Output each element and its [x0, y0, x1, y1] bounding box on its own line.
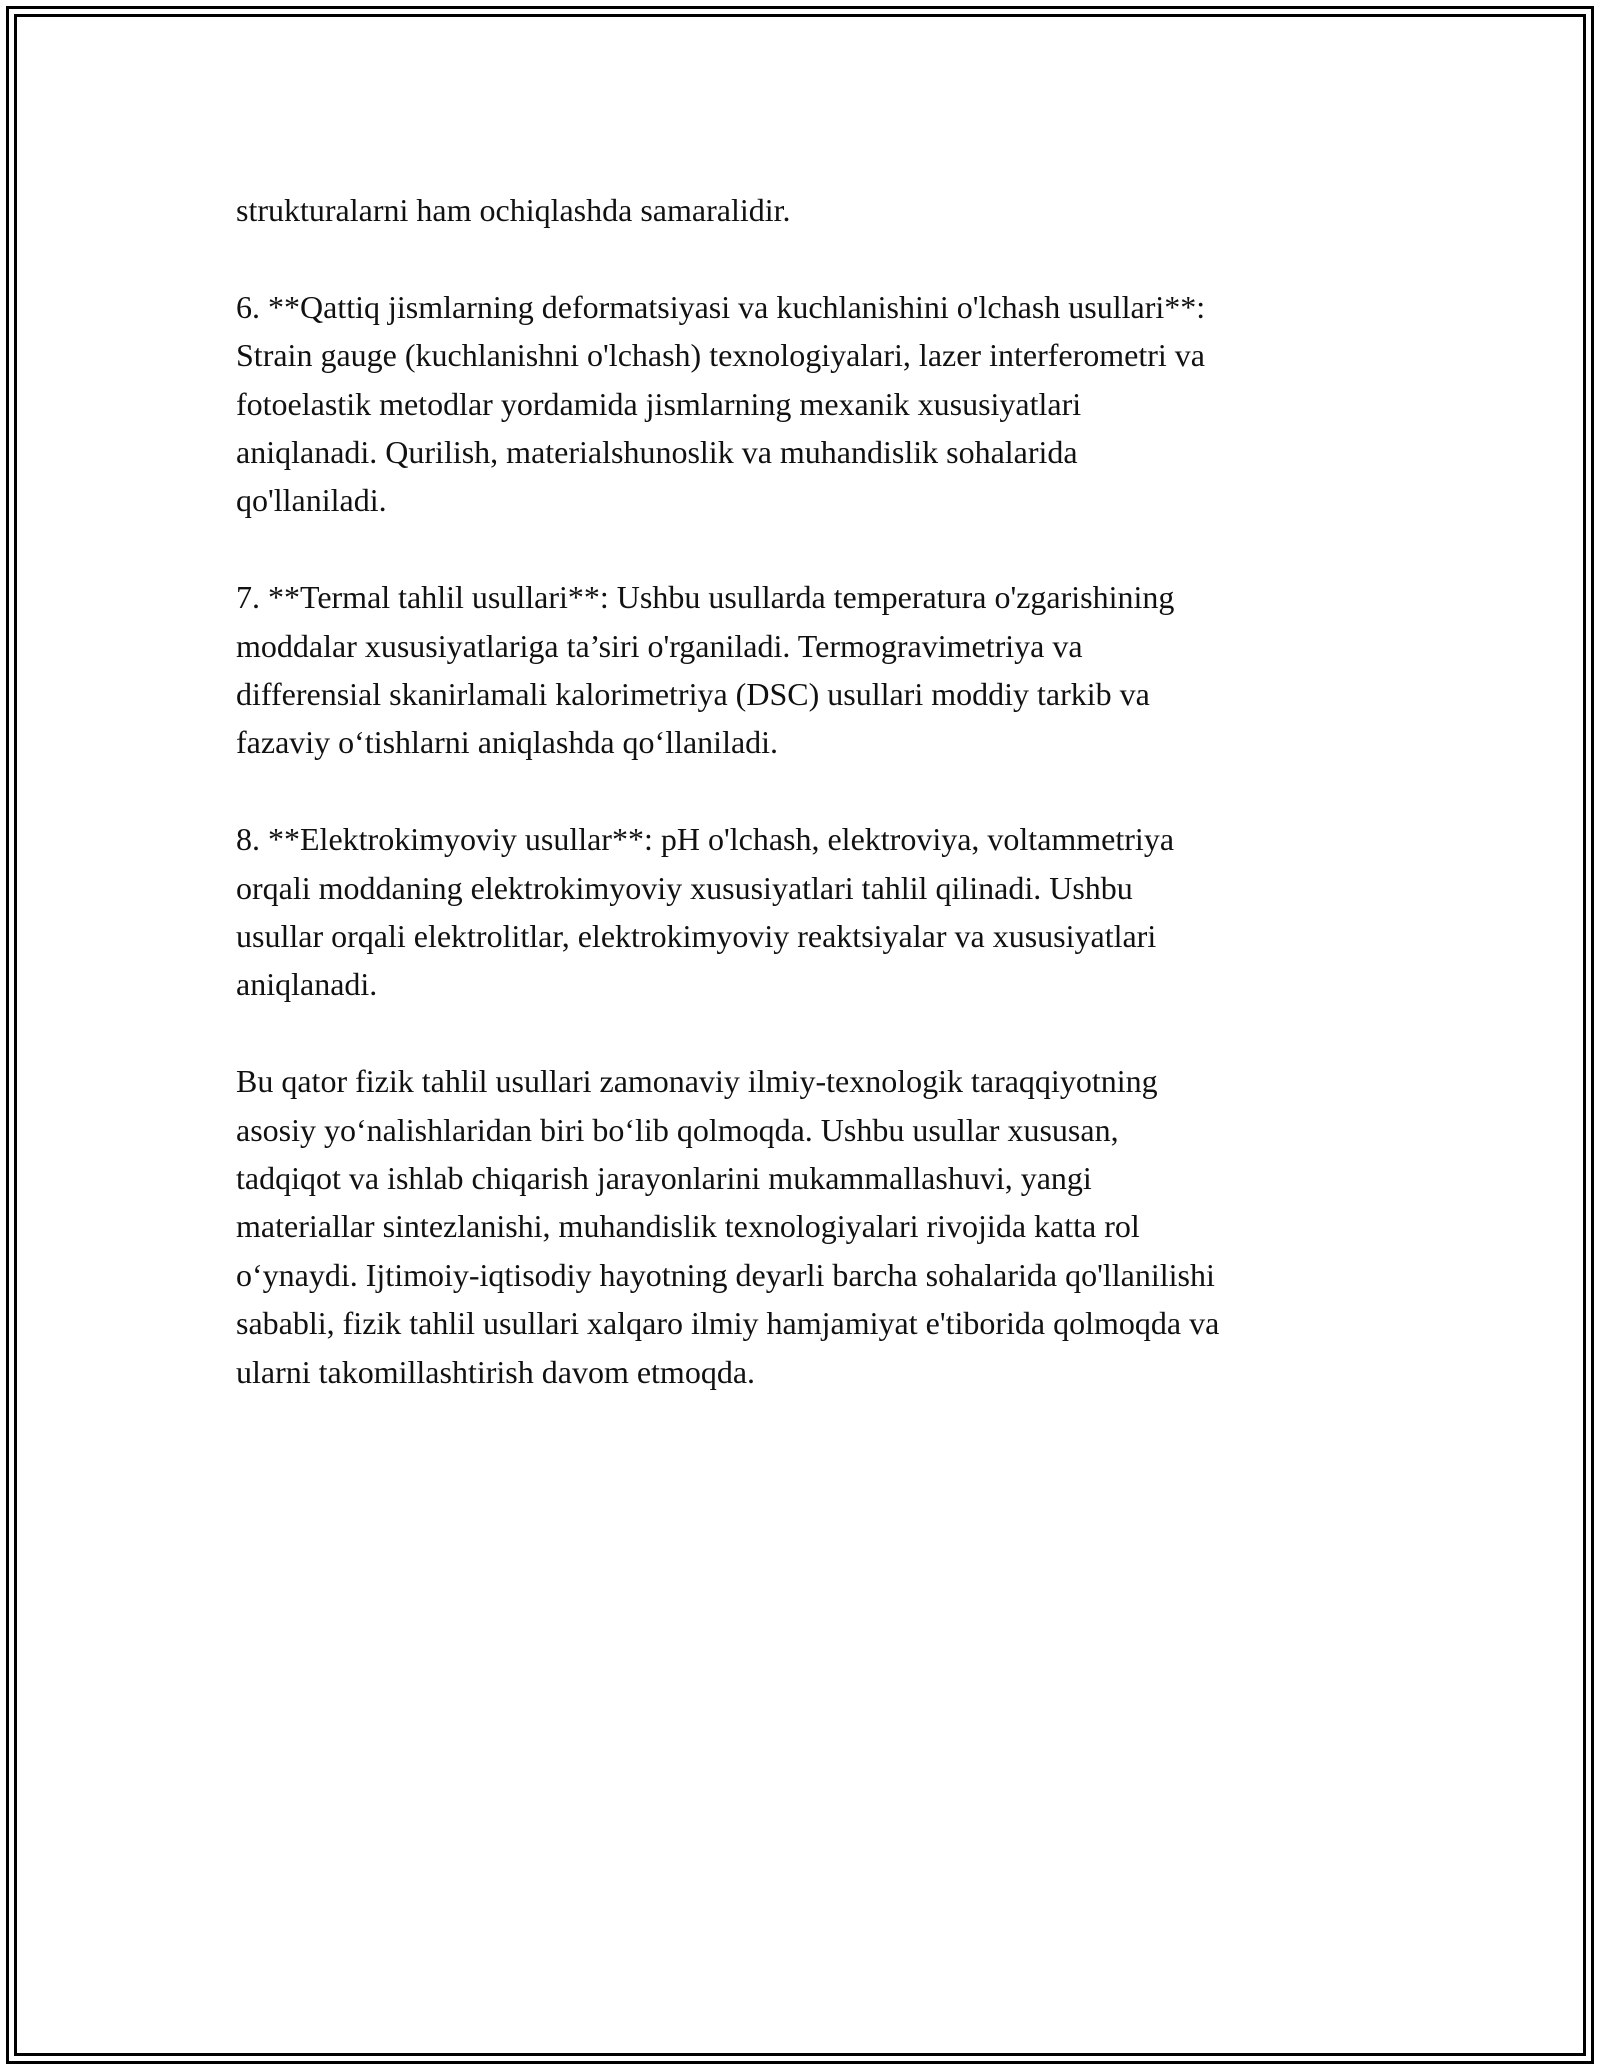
paragraph-continuation: strukturalarni ham ochiqlashda samaralidir.: [236, 192, 791, 228]
document-body: [236, 186, 1376, 1396]
paragraph-item-6-deformation: 6. **Qattiq jismlarning deformatsiyasi va kuchlanishini o'lchash usullari**: Strain gauge (kuchlanishni o'lchash) texnologiyalari, lazer interferometri va fotoelastik metodlar yordamida jismlarning mexanik xususiyatlari aniqlanadi. Qurilish, materialshunoslik va muhandislik sohalarida qo'llaniladi.: [236, 288, 1206, 519]
paragraph-conclusion: Bu qator fizik tahlil usullari zamonaviy ilmiy-texnologik taraqqiyotning asosiy yo‘nalishlaridan biri bo‘lib qolmoqda. Ushbu usullar xususan, tadqiqot va ishlab chiqarish jarayonlarini mukammallashuvi, yangi materiallar sintezlanishi, muhandislik texnologiyalari rivojida katta rol o‘ynaydi. Ijtimoiy-iqtisodiy hayotning deyarli barcha sohalarida qo'llanilishi sababli, fizik tahlil usullari xalqaro ilmiy hamjamiyat e'tiborida qolmoqda va ularni takomillashtirish davom etmoqda.: [236, 1063, 1220, 1390]
paragraph-item-7-thermal: 7. **Termal tahlil usullari**: Ushbu usullarda temperatura o'zgarishining moddalar xususiyatlariga ta’siri o'rganiladi. Termogravimetriya va differensial skanirlamali kalorimetriya (DSC) usullari moddiy tarkib va fazaviy o‘tishlarni aniqlashda qo‘llaniladi.: [236, 579, 1175, 761]
paragraph-item-8-electrochemical: 8. **Elektrokimyoviy usullar**: pH o'lchash, elektroviya, voltammetriya orqali moddaning elektrokimyoviy xususiyatlari tahlil qilinadi. Ushbu usullar orqali elektrolitlar, elektrokimyoviy reaktsiyalar va xususiyatlari aniqlanadi.: [236, 821, 1175, 1003]
